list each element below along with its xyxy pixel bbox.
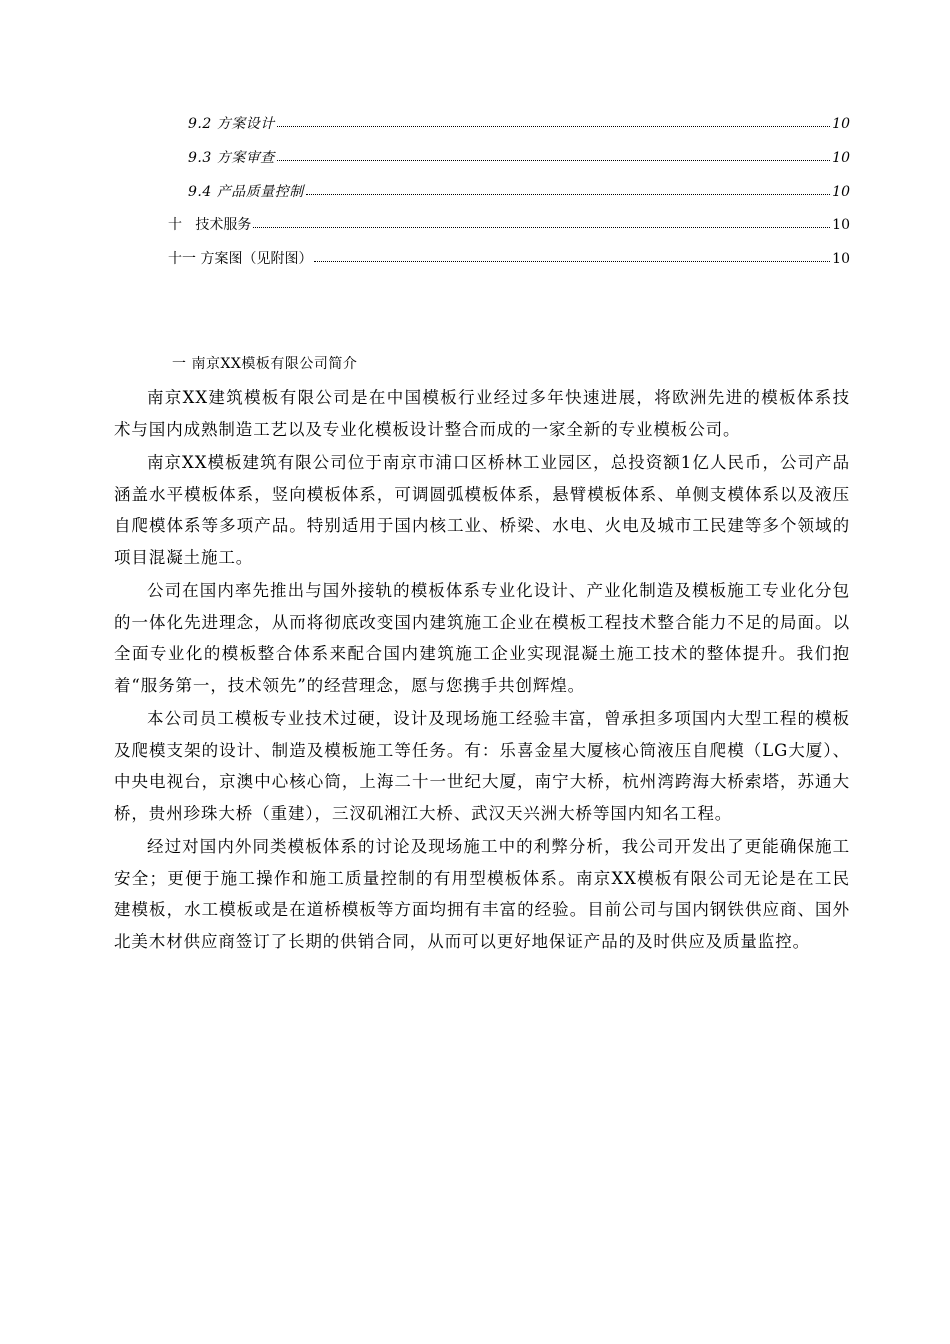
toc-leader-dots [277,126,830,127]
toc-leader-dots [306,194,830,195]
toc-entry-label: 9.4 产品质量控制 [188,184,304,200]
body-paragraph: 本公司员工模板专业技术过硬，设计及现场施工经验丰富，曾承担多项国内大型工程的模板及爬模支架的设计、制造及模板施工等任务。有：乐喜金星大厦核心筒液压自爬模（LG大厦）、中央电视台，京澳中心核心筒，上海二十一世纪大厦，南宁大桥，杭州湾跨海大桥索塔，苏通大桥，贵州珍珠大桥（重建），三汊矶湘江大桥、武汉天兴洲大桥等国内知名工程。 [114,709,850,823]
toc-entry[interactable] [188,112,850,136]
toc-leader-dots [314,261,830,262]
toc-entry-page: 10 [832,251,850,267]
toc-entry-page: 10 [832,184,850,200]
toc-leader-dots [277,160,830,161]
toc-entry[interactable] [168,213,850,237]
section-heading: 一 南京XX模板有限公司简介 [172,356,358,372]
body-paragraph: 经过对国内外同类模板体系的讨论及现场施工中的利弊分析，我公司开发出了更能确保施工安全；更便于施工操作和施工质量控制的有用型模板体系。南京XX模板有限公司无论是在工民建模板，水工模板或是在道桥模板等方面均拥有丰富的经验。目前公司与国内钢铁供应商、国外北美木材供应商签订了长期的供销合同，从而可以更好地保证产品的及时供应及质量监控。 [114,837,850,951]
toc-entry[interactable] [168,247,850,271]
toc-leader-dots [253,227,830,228]
toc-entry-page: 10 [832,217,850,233]
toc-entry[interactable] [188,180,850,204]
toc-entry-page: 10 [832,150,850,166]
toc-entry-label: 9.2 方案设计 [188,116,275,132]
body-paragraph: 公司在国内率先推出与国外接轨的模板体系专业化设计、产业化制造及模板施工专业化分包的一体化先进理念，从而将彻底改变国内建筑施工企业在模板工程技术整合能力不足的局面。以全面专业化的模板整合体系来配合国内建筑施工企业实现混凝土施工技术的整体提升。我们抱着“服务第一，技术领先”的经营理念，愿与您携手共创辉煌。 [114,581,850,695]
toc-entry-label: 十 技术服务 [168,217,252,233]
section-body [114,382,850,959]
toc-entry-label: 十一 方案图（见附图） [168,251,313,267]
body-paragraph: 南京XX模板建筑有限公司位于南京市浦口区桥林工业园区，总投资额1亿人民币，公司产品涵盖水平模板体系，竖向模板体系，可调圆弧模板体系，悬臂模板体系、单侧支模体系以及液压自爬模体系等多项产品。特别适用于国内核工业、桥梁、水电、火电及城市工民建等多个领域的项目混凝土施工。 [114,453,850,567]
toc-entry-page: 10 [832,116,850,132]
body-paragraph: 南京XX建筑模板有限公司是在中国模板行业经过多年快速进展，将欧洲先进的模板体系技术与国内成熟制造工艺以及专业化模板设计整合而成的一家全新的专业模板公司。 [114,388,850,439]
toc-entry-label: 9.3 方案审查 [188,150,275,166]
toc-entry[interactable] [188,146,850,170]
